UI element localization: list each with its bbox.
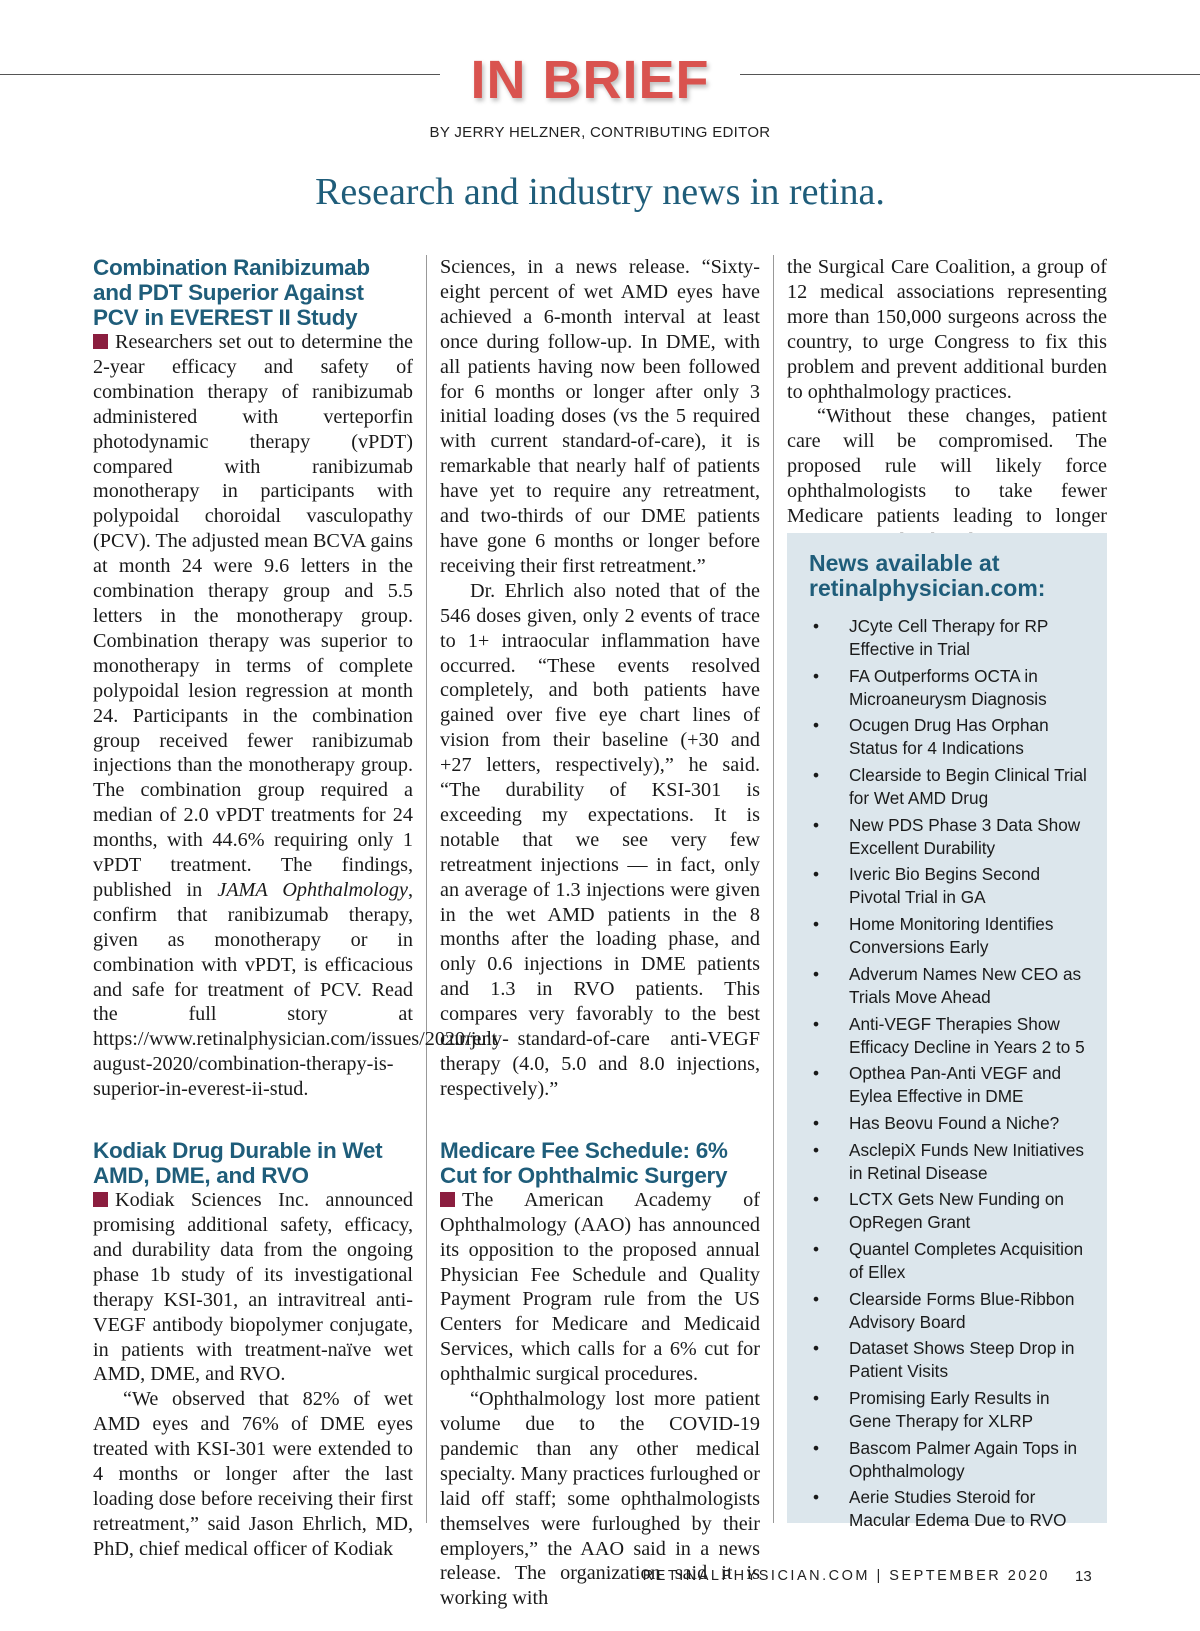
column-divider-1 (426, 255, 427, 1523)
news-list-item[interactable] (809, 1062, 1089, 1108)
news-item-label: Aerie Studies Steroid for Macular Edema Due to RVO (849, 1487, 1067, 1531)
journal-name: JAMA Ophthalmology (217, 878, 408, 901)
news-item-label: FA Outperforms OCTA in Microaneurysm Diagnosis (849, 665, 1047, 709)
news-list-item[interactable] (809, 1387, 1089, 1433)
news-item-label: Bascom Palmer Again Tops in Ophthalmology (849, 1437, 1078, 1481)
article-body-medicare-2: “Ophthalmology lost more patient volume due to the COVID-19 pandemic than any other medical specialty. Many practices furloughed or laid off staff; some ophthalmologists themselves were furloughed by their employers,” the AAO said in a news release. The organization said it is working with (440, 1388, 760, 1610)
article-body-medicare-1: The American Academy of Ophthalmology (AAO) has announced its opposition to the proposed annual Physician Fee Schedule and Quality Payment Program rule from the US Centers for Medicare and Medicaid Services, which calls for a 6% cut for ophthalmic surgical procedures. (440, 1188, 760, 1386)
bullet-icon: • (813, 1487, 820, 1508)
news-item-label: Iveric Bio Begins Second Pivotal Trial in GA (849, 864, 1041, 908)
news-list-item[interactable] (809, 1288, 1089, 1334)
news-list-item[interactable] (809, 665, 1089, 711)
bullet-square-icon (93, 334, 108, 349)
news-item-label: Anti-VEGF Therapies Show Efficacy Decline in Years 2 to 5 (849, 1013, 1085, 1057)
news-list-item[interactable] (809, 1486, 1089, 1532)
news-item-label: Quantel Completes Acquisition of Ellex (849, 1238, 1084, 1282)
publication-footer: RETINALPHYSICIAN.COM | SEPTEMBER 2020 (642, 1568, 1050, 1584)
bullet-icon: • (813, 1437, 820, 1458)
article-body-everest: Researchers set out to determine the 2-year efficacy and safety of combination therapy of ranibizumab administered with verteporfin photodynamic therapy (vPDT) compared with ranibizumab monotherapy in participants with polypoidal choroidal vasculopathy (PCV). The adjusted mean BCVA gains at month 24 were 9.6 letters in the combination therapy group and 5.5 letters in the monotherapy group. Combination therapy was superior to monotherapy in terms of complete polypoidal lesion regression at month 24. Participants in the combination group received fewer ranibizumab injections than the monotherapy group. The combination group required a median of 2.0 vPDT treatments for 24 months, with 44.6% requiring only 1 vPDT treatment. The findings, published in JAMA Ophthalmology, confirm that ranibizumab therapy, given as monotherapy or in combination with vPDT, is efficacious and safe for treatment of PCV. Read the full story at https://www.retinalphysician.com/issues/2020/july-august-2020/combination-therapy-is-superior-in-everest-ii-stud. (93, 331, 509, 1101)
news-list-item[interactable] (809, 764, 1089, 810)
bullet-square-icon (93, 1192, 108, 1207)
bullet-icon: • (813, 914, 820, 935)
bullet-icon: • (813, 963, 820, 984)
news-item-label: Ocugen Drug Has Orphan Status for 4 Indications (849, 715, 1049, 759)
bullet-icon: • (813, 1063, 820, 1084)
article-title-everest: Combination Ranibizumab and PDT Superior Against PCV in EVEREST II Study (93, 255, 370, 330)
news-list (809, 615, 1089, 1532)
news-list-item[interactable] (809, 1337, 1089, 1383)
bullet-icon: • (813, 715, 820, 736)
news-list-item[interactable] (809, 1139, 1089, 1185)
news-item-label: Clearside to Begin Clinical Trial for Wet AMD Drug (849, 765, 1087, 809)
news-list-item[interactable] (809, 1013, 1089, 1059)
news-list-item[interactable] (809, 714, 1089, 760)
bullet-icon: • (813, 1013, 820, 1034)
news-list-item[interactable] (809, 1112, 1089, 1135)
bullet-icon: • (813, 1139, 820, 1160)
news-list-item[interactable] (809, 814, 1089, 860)
section-title: IN BRIEF (470, 50, 710, 110)
article-title-kodiak: Kodiak Drug Durable in Wet AMD, DME, and RVO (93, 1138, 383, 1189)
page-number: 13 (1075, 1568, 1092, 1585)
page-subtitle: Research and industry news in retina. (315, 171, 885, 213)
news-list-item[interactable] (809, 615, 1089, 661)
article-body-kodiak-1: Kodiak Sciences Inc. announced promising additional safety, efficacy, and durability data from the ongoing phase 1b study of its investigational therapy KSI-301, an intravitreal anti-VEGF antibody biopolymer conjugate, in patients with treatment-naïve wet AMD, DME, and RVO. (93, 1189, 413, 1386)
news-item-label: AsclepiX Funds New Initiatives in Retinal Disease (849, 1139, 1084, 1183)
news-item-label: Dataset Shows Steep Drop in Patient Visits (849, 1338, 1075, 1382)
news-item-label: Clearside Forms Blue-Ribbon Advisory Board (849, 1288, 1075, 1332)
header-rule-left (0, 74, 440, 75)
news-item-label: Promising Early Results in Gene Therapy for XLRP (849, 1388, 1050, 1431)
bullet-icon: • (813, 765, 820, 786)
news-sidebar (787, 533, 1107, 1531)
news-item-label: Adverum Names New CEO as Trials Move Ahead (849, 963, 1082, 1007)
bullet-square-icon (440, 1192, 455, 1207)
news-list-item[interactable] (809, 1238, 1089, 1284)
article-body-kodiak-4: Dr. Ehrlich also noted that of the 546 doses given, only 2 events of trace to 1+ intraocular inflammation have occurred. “These events resolved completely, and both patients have gained over five eye chart lines of vision from their baseline (+30 and +27 letters, respectively),” he said. “The durability of KSI-301 is exceeding my expectations. It is notable that we see very few retreatment injections — in fact, only an average of 1.3 injections were given in the wet AMD patients in the 8 months after the loading phase, and only 0.6 injections in DME patients and 1.3 in RVO patients. This compares very favorably to the best current standard-of-care anti-VEGF therapy (4.0, 5.0 and 8.0 injections, respectively).” (440, 579, 760, 1100)
bullet-icon: • (813, 665, 820, 686)
bullet-icon: • (813, 1338, 820, 1359)
article-body-medicare-3: the Surgical Care Coalition, a group of 12 medical associations representing more than 150,000 surgeons across the country, to urge Congress to fix this problem and prevent additional burden to ophthalmology practices. (787, 256, 1107, 403)
news-list-item[interactable] (809, 1437, 1089, 1483)
bullet-icon: • (813, 814, 820, 835)
bullet-icon: • (813, 1112, 820, 1133)
news-item-label: Opthea Pan-Anti VEGF and Eylea Effective in DME (849, 1063, 1062, 1107)
column-divider-2 (773, 255, 774, 1523)
bullet-icon: • (813, 1189, 820, 1210)
bullet-icon: • (813, 1288, 820, 1309)
news-item-label: Has Beovu Found a Niche? (849, 1112, 1060, 1133)
article-body-kodiak-3: Sciences, in a news release. “Sixty-eight percent of wet AMD eyes have achieved a 6-month interval at least once during follow-up. In DME, with all patients having now been followed for 6 months or longer after only 3 initial loading doses (vs the 5 required with current standard-of-care), it is remarkable that nearly half of patients have yet to require any retreatment, and two-thirds of our DME patients have gone 6 months or longer before receiving their first retreatment.” (440, 256, 760, 577)
column-1 (93, 255, 509, 1562)
article-body-kodiak-2: “We observed that 82% of wet AMD eyes and 76% of DME eyes treated with KSI-301 were extended to 4 months or longer after the last loading dose before receiving their first retreatment,” said Jason Ehrlich, MD, PhD, chief medical officer of Kodiak (93, 1388, 413, 1560)
news-list-item[interactable] (809, 913, 1089, 959)
column-2 (440, 255, 760, 1611)
bullet-icon: • (813, 1388, 820, 1408)
news-list-item[interactable] (809, 863, 1089, 909)
news-list-item[interactable] (809, 1188, 1089, 1234)
news-item-label: LCTX Gets New Funding on OpRegen Grant (849, 1189, 1064, 1233)
bullet-icon: • (813, 1238, 820, 1259)
news-item-label: Home Monitoring Identifies Conversions Early (849, 914, 1054, 958)
news-item-label: JCyte Cell Therapy for RP Effective in Trial (849, 616, 1049, 659)
news-item-label: New PDS Phase 3 Data Show Excellent Durability (849, 814, 1081, 858)
bullet-icon: • (813, 864, 820, 885)
sidebar-title: News available at retinalphysician.com: (809, 550, 1046, 601)
column-3 (787, 255, 1107, 554)
article-title-medicare: Medicare Fee Schedule: 6% Cut for Ophthalmic Surgery (440, 1137, 728, 1188)
header-rule-right (740, 74, 1200, 75)
article-body-medicare-4: “Without these changes, patient care will be compromised. The proposed rule will likely force ophthalmologists to take fewer Medicare patients leading to longer (787, 405, 1107, 528)
news-list-item[interactable] (809, 963, 1089, 1009)
byline: BY JERRY HELZNER, CONTRIBUTING EDITOR (429, 124, 771, 141)
bullet-icon: • (813, 616, 820, 636)
